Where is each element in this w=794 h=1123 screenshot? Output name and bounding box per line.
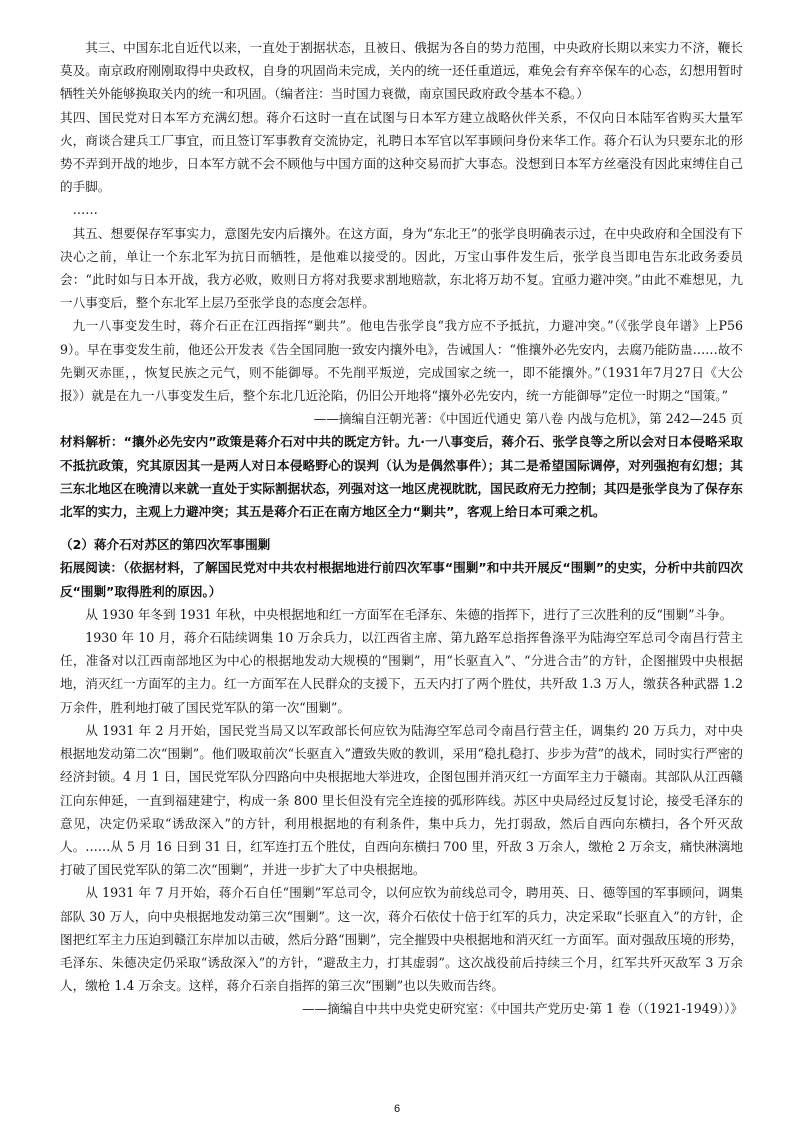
section-heading: （2）蒋介石对苏区的第四次军事围剿: [60, 537, 271, 553]
paragraph-nine-eighteen: 九一八事变发生时，蒋介石正在江西指挥“剿共”。他电告张学良“我方应不予抵抗，力避冲突。”（《张学良年谱》上P569）。早在事变发生前，他还公开发表《告全国同胞一致安内攘外电》，告诫国人：“惟攘外必先安内，去腐乃能防蛊……故不先剿灭赤匪，，恢复民族之元气，则不能御辱。不先削平叛逆，完成国家之统一，即不能攘外。”（1931年7月27日《大公报》）就是在九一八事变发生后，整个东北几近沦陷，仍旧公开地将“攘外必先安内，统一方能御辱”定位一时期之“国策。”: [60, 318, 743, 404]
extended-reading: [60, 556, 743, 602]
paragraph-reason-three: 其三、中国东北自近代以来，一直处于割据状态，且被日、俄据为各自的势力范围，中央政府长期以来实力不济，鞭长莫及。南京政府刚刚取得中央政权，自身的巩固尚未完成，关内的统一还任重道远，难免会有弃卒保车的心态，幻想用暂时牺牲关外能够换取关内的统一和巩固。（编者注：当时国力衰微，南京国民政府政令基本不稳。）: [60, 40, 743, 102]
source-citation-1: ——摘编自汪朝光著：《中国近代通史 第八卷 内战与危机》，第 242—245 页: [313, 411, 743, 427]
analysis-label: 材料解析：: [60, 434, 124, 450]
extended-text: （依据材料，了解国民党对中共农村根据地进行前四次军事“围剿”和中共开展反“围剿”的史实，分析中共前四次反“围剿”取得胜利的原因。）: [60, 560, 744, 599]
paragraph-reason-four: 其四、国民党对日本军方充满幻想。蒋介石这时一直在试图与日本军方建立战略伙伴关系，不仅向日本陆军省购买大量军火，商谈合建兵工厂事宜，而且签订军事教育交流协定，礼聘日本军官以军事顾问身份来华工作。蒋介石认为只要东北的形势不弄到开战的地步，日本军方就不会不顾他与中国方面的这种交易而扩大事态。没想到日本军方丝毫没有因此束缚住自己的手脚。: [60, 109, 743, 195]
paragraph-overview: 从 1930 年冬到 1931 年秋，中央根据地和红一方面军在毛泽东、朱德的指挥下，进行了三次胜利的反“围剿”斗争。: [85, 606, 733, 622]
paragraph-third-campaign: 从 1931 年 7 月开始，蒋介石自任“围剿”军总司令，以何应钦为前线总司令，聘用英、日、德等国的军事顾问，调集部队 30 万人，向中央根据地发动第三次“围剿”。这一次，蒋介石依仗十倍于红军的兵力，决定采取“长驱直入”的方针，企图把红军主力压迫到赣江东岸加以击破，然后分路“围剿”，完全摧毁中央根据地和消灭红一方面军。面对强敌压境的形势，毛泽东、朱德决定仍采取“诱敌深入”的方针，“避敌主力，打其虚弱”。这次战役前后持续三个月，红军共歼灭敌军 3 万余人，缴枪 1.4 万余支。这样，蒋介石亲自指挥的第三次“围剿”也以失败而告终。: [60, 885, 743, 994]
document-page: [60, 36, 743, 1021]
page-number: 6: [393, 1103, 401, 1115]
ellipsis-line: ……: [72, 202, 98, 218]
paragraph-second-campaign: 从 1931 年 2 月开始，国民党当局又以军政部长何应钦为陆海空军总司令南昌行营主任，调集约 20 万兵力，对中央根据地发动第二次“围剿”。他们吸取前次“长驱直入”遭致失败的教训，采用“稳扎稳打、步步为营”的战术，同时实行严密的经济封锁。4 月 1 日，国民党军队分四路向中央根据地大举进攻，企图包围并消灭红一方面军主力于赣南。其部队从江西赣江向东伸延，一直到福建建宁，构成一条 800 里长但没有完全连接的弧形阵线。苏区中央局经过反复讨论，接受毛泽东的意见，决定仍采取“诱敌深入”的方针，利用根据地的有利条件，集中兵力，先打弱敌，然后自西向东横扫，各个歼灭敌人。……从 5 月 16 日到 31 日，红军连打五个胜仗，自西向东横扫 700 里，歼敌 3 万余人，缴枪 2 万余支，痛快淋漓地打破了国民党军队的第二次“围剿”，并进一步扩大了中央根据地。: [60, 722, 743, 878]
extended-label: 拓展阅读：: [60, 560, 124, 576]
analysis-text: “攘外必先安内”政策是蒋介石对中共的既定方针。九·一八事变后，蒋介石、张学良等之所以会对日本侵略采取不抵抗政策，究其原因其一是两人对日本侵略野心的误判（认为是偶然事件）；其二是希望国际调停，对列强抱有幻想；其三东北地区在晚清以来就一直处于实际割据状态，列强对这一地区虎视眈眈，国民政府无力控制；其四是张学良为了保存东北军的实力，主观上力避冲突；其五是蒋介石正在南方地区全力“剿共”，客观上给日本可乘之机。: [60, 434, 744, 520]
paragraph-reason-five: 其五、想要保存军事实力，意图先安内后攘外。在这方面，身为“东北王”的张学良明确表示过，在中央政府和全国没有下决心之前，单让一个东北军为抗日而牺牲，是他难以接受的。因此，万宝山事件发生后，张学良当即电告东北政务委员会：“此时如与日本开战，我方必败，败则日方将对我要求割地赔款，东北将万劫不复。宜亟力避冲突。”由此不难想见，九一八事变后，整个东北军上层乃至张学良的态度会怎样。: [60, 225, 743, 311]
paragraph-first-campaign: 1930 年 10 月，蒋介石陆续调集 10 万余兵力，以江西省主席、第九路军总指挥鲁涤平为陆海空军总司令南昌行营主任，准备对以江西南部地区为中心的根据地发动大规模的“围剿”，用“长驱直入”、“分进合击”的方针，企图摧毁中央根据地，消灭红一方面军的主力。红一方面军在人民群众的支援下，五天内打了两个胜仗，共歼敌 1.3 万人，缴获各种武器 1.2 万余件，胜利地打破了国民党军队的第一次“围剿”。: [60, 630, 743, 715]
material-analysis: [60, 430, 743, 523]
source-citation-2: ——摘编自中共中央党史研究室：《中国共产党历史·第 1 卷（（1921-1949））》: [302, 1001, 743, 1017]
